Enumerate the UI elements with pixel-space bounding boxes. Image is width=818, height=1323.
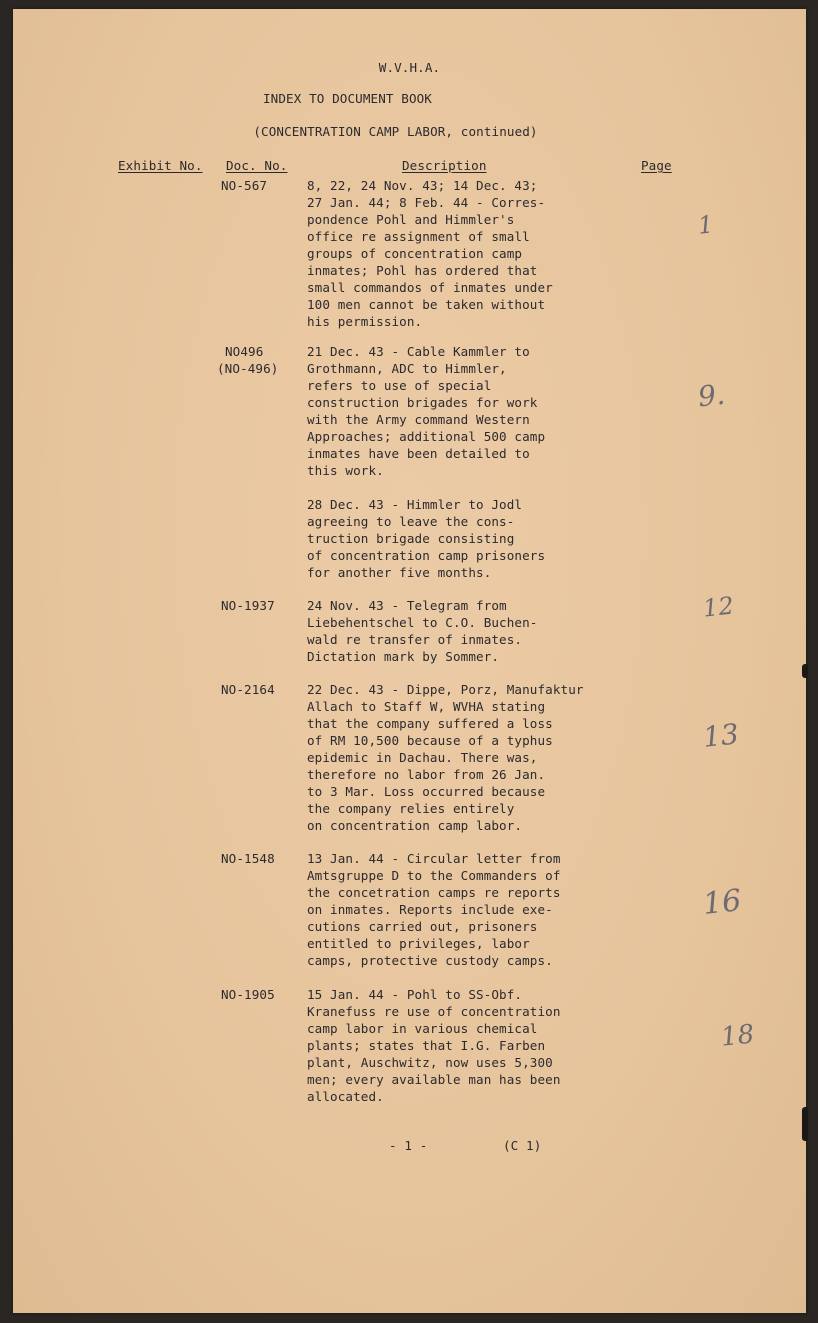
description-line: cutions carried out, prisoners <box>307 919 538 934</box>
description-line: 21 Dec. 43 - Cable Kammler to <box>307 344 530 359</box>
binder-tab <box>802 1107 808 1141</box>
description-line: Dictation mark by Sommer. <box>307 649 500 664</box>
description-line: of concentration camp prisoners <box>307 548 546 563</box>
entry-description <box>307 177 553 330</box>
description-line: pondence Pohl and Himmler's <box>307 212 515 227</box>
description-line: Kranefuss re use of concentration <box>307 1004 561 1019</box>
description-line: camps, protective custody camps. <box>307 953 553 968</box>
description-line: on concentration camp labor. <box>307 818 523 833</box>
description-line: Allach to Staff W, WVHA stating <box>307 699 546 714</box>
description-line: this work. <box>307 463 384 478</box>
description-line: inmates; Pohl has ordered that <box>307 263 538 278</box>
description-line: entitled to privileges, labor <box>307 936 530 951</box>
description-line: camp labor in various chemical <box>307 1021 538 1036</box>
description-line: epidemic in Dachau. There was, <box>307 750 538 765</box>
description-line: small commandos of inmates under <box>307 280 553 295</box>
doc-number <box>221 850 275 867</box>
entry-description <box>307 986 561 1105</box>
doc-number-line: NO-1905 <box>221 987 275 1002</box>
description-line: Amtsgruppe D to the Commanders of <box>307 868 561 883</box>
description-line: the company relies entirely <box>307 801 515 816</box>
description-line: 28 Dec. 43 - Himmler to Jodl <box>307 497 523 512</box>
doc-number <box>217 343 278 377</box>
entry-description <box>307 597 537 665</box>
description-line: plants; states that I.G. Farben <box>307 1038 546 1053</box>
doc-number-line: NO-1548 <box>221 851 275 866</box>
doc-number-line: NO496 <box>225 344 264 359</box>
agency-heading: W.V.H.A. <box>378 60 441 75</box>
doc-number-line: NO-1937 <box>221 598 275 613</box>
doc-number <box>221 597 275 614</box>
doc-number <box>221 177 267 194</box>
description-line: groups of concentration camp <box>307 246 523 261</box>
description-line: Liebehentschel to C.O. Buchen- <box>307 615 538 630</box>
description-line: that the company suffered a loss <box>307 716 553 731</box>
description-line: office re assignment of small <box>307 229 530 244</box>
document-page <box>13 9 806 1313</box>
description-line: wald re transfer of inmates. <box>307 632 523 647</box>
description-line: Approaches; additional 500 camp <box>307 429 546 444</box>
handwritten-page-number: 1 <box>696 210 715 240</box>
handwritten-page-number: 13 <box>701 717 741 754</box>
description-line: 24 Nov. 43 - Telegram from <box>307 598 507 613</box>
description-line: agreeing to leave the cons- <box>307 514 515 529</box>
description-line: refers to use of special <box>307 378 492 393</box>
footer-reference: (C 1) <box>503 1138 542 1153</box>
description-line: 22 Dec. 43 - Dippe, Porz, Manufaktur <box>307 682 584 697</box>
doc-number-line: (NO-496) <box>217 361 279 376</box>
description-line: on inmates. Reports include exe- <box>307 902 553 917</box>
handwritten-page-number: 12 <box>701 591 736 623</box>
handwritten-page-number: 18 <box>719 1019 756 1053</box>
description-line: with the Army command Western <box>307 412 530 427</box>
footer-page-number: - 1 - <box>389 1138 428 1153</box>
description-line: inmates have been detailed to <box>307 446 530 461</box>
description-line: 100 men cannot be taken without <box>307 297 546 312</box>
description-line: therefore no labor from 26 Jan. <box>307 767 546 782</box>
description-line: of RM 10,500 because of a typhus <box>307 733 553 748</box>
handwritten-page-number: 16 <box>701 883 744 922</box>
description-line: for another five months. <box>307 565 492 580</box>
column-header-page: Page <box>641 158 672 173</box>
index-title: INDEX TO DOCUMENT BOOK <box>262 91 432 106</box>
description-line: the concetration camps re reports <box>307 885 561 900</box>
description-line: Grothmann, ADC to Himmler, <box>307 361 507 376</box>
doc-number-line: NO-2164 <box>221 682 275 697</box>
description-line: allocated. <box>307 1089 384 1104</box>
entry-description <box>307 496 545 581</box>
entry-description <box>307 343 545 479</box>
index-subtitle: (CONCENTRATION CAMP LABOR, continued) <box>253 124 538 139</box>
description-line: truction brigade consisting <box>307 531 515 546</box>
description-line: plant, Auschwitz, now uses 5,300 <box>307 1055 553 1070</box>
description-line: his permission. <box>307 314 423 329</box>
entry-description <box>307 850 561 969</box>
description-line: 13 Jan. 44 - Circular letter from <box>307 851 561 866</box>
description-line: men; every available man has been <box>307 1072 561 1087</box>
doc-number <box>221 681 275 698</box>
column-header-exhibit: Exhibit No. <box>118 158 203 173</box>
doc-number <box>221 986 275 1003</box>
description-line: 27 Jan. 44; 8 Feb. 44 - Corres- <box>307 195 546 210</box>
entry-description <box>307 681 584 834</box>
description-line: construction brigades for work <box>307 395 538 410</box>
column-header-description: Description <box>402 158 487 173</box>
binder-tab <box>802 664 808 678</box>
column-header-doc: Doc. No. <box>226 158 288 173</box>
description-line: 15 Jan. 44 - Pohl to SS-Obf. <box>307 987 523 1002</box>
handwritten-page-number: 9. <box>696 377 727 414</box>
doc-number-line: NO-567 <box>221 178 268 193</box>
description-line: 8, 22, 24 Nov. 43; 14 Dec. 43; <box>307 178 538 193</box>
description-line: to 3 Mar. Loss occurred because <box>307 784 546 799</box>
